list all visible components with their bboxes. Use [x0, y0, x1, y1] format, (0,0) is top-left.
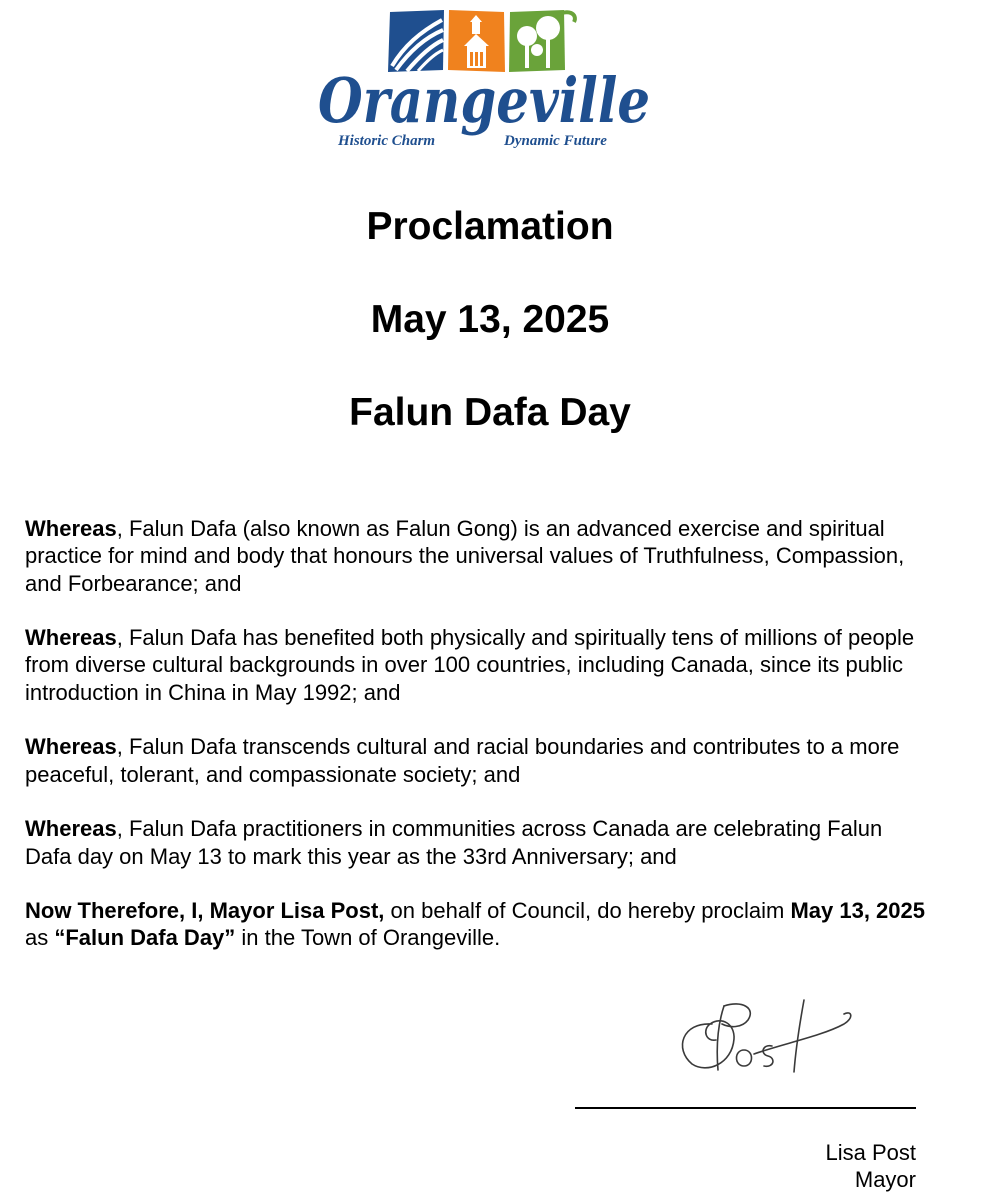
closing-text-2: as: [25, 925, 55, 951]
whereas-text: , Falun Dafa transcends cultural and racial boundaries and contributes to a more peaceful, tolerant, and compassionate society; and: [25, 734, 900, 787]
whereas-lead: Whereas: [25, 816, 117, 842]
logo-tagline-right: Dynamic Future: [504, 133, 607, 149]
closing-text-3: in the Town of Orangeville.: [235, 925, 501, 951]
proclamation-date: May 13, 2025: [370, 298, 610, 341]
whereas-lead: Whereas: [25, 734, 117, 760]
proclamation-day-name: Falun Dafa Day: [349, 391, 631, 434]
signer-title: Mayor: [854, 1167, 916, 1192]
signature-line: [575, 1107, 916, 1109]
closing-day-name: “Falun Dafa Day”: [54, 925, 236, 951]
whereas-lead: Whereas: [25, 625, 117, 651]
logo-town-hall-tile-icon: [448, 10, 505, 72]
proclamation-body: [25, 515, 925, 979]
whereas-lead: Whereas: [25, 516, 117, 541]
handwritten-signature: [672, 994, 857, 1078]
whereas-paragraph-3: [25, 733, 925, 788]
town-logo: [312, 6, 662, 156]
closing-text-1: on behalf of Council, do hereby proclaim: [384, 898, 791, 924]
page-title: Proclamation: [366, 205, 614, 248]
whereas-paragraph-2: [25, 624, 925, 706]
logo-wave-tile-icon: [388, 10, 444, 72]
whereas-paragraph-1: [25, 515, 925, 597]
closing-lead: Now Therefore, I, Mayor Lisa Post,: [25, 898, 385, 924]
signer-name: Lisa Post: [825, 1140, 916, 1165]
whereas-text: , Falun Dafa practitioners in communities across Canada are celebrating Falun Dafa day on May 13 to mark this year as the 33rd Anniversary; and: [25, 816, 883, 869]
logo-wordmark: Orangeville: [318, 64, 650, 137]
signer-block: [826, 1139, 917, 1193]
closing-paragraph: [25, 897, 925, 952]
closing-date: May 13, 2025: [790, 898, 925, 924]
logo-tagline-left: Historic Charm: [338, 133, 436, 149]
whereas-text: , Falun Dafa (also known as Falun Gong) is an advanced exercise and spiritual practice for mind and body that honours the universal values of Truthfulness, Compassion, and Forbearance; and: [25, 516, 905, 596]
whereas-paragraph-4: [25, 815, 925, 870]
whereas-text: , Falun Dafa has benefited both physically and spiritually tens of millions of people from diverse cultural backgrounds in over 100 countries, including Canada, since its public introduction in China in May 1992; and: [25, 625, 915, 705]
logo-tree-tile-icon: [509, 10, 575, 72]
